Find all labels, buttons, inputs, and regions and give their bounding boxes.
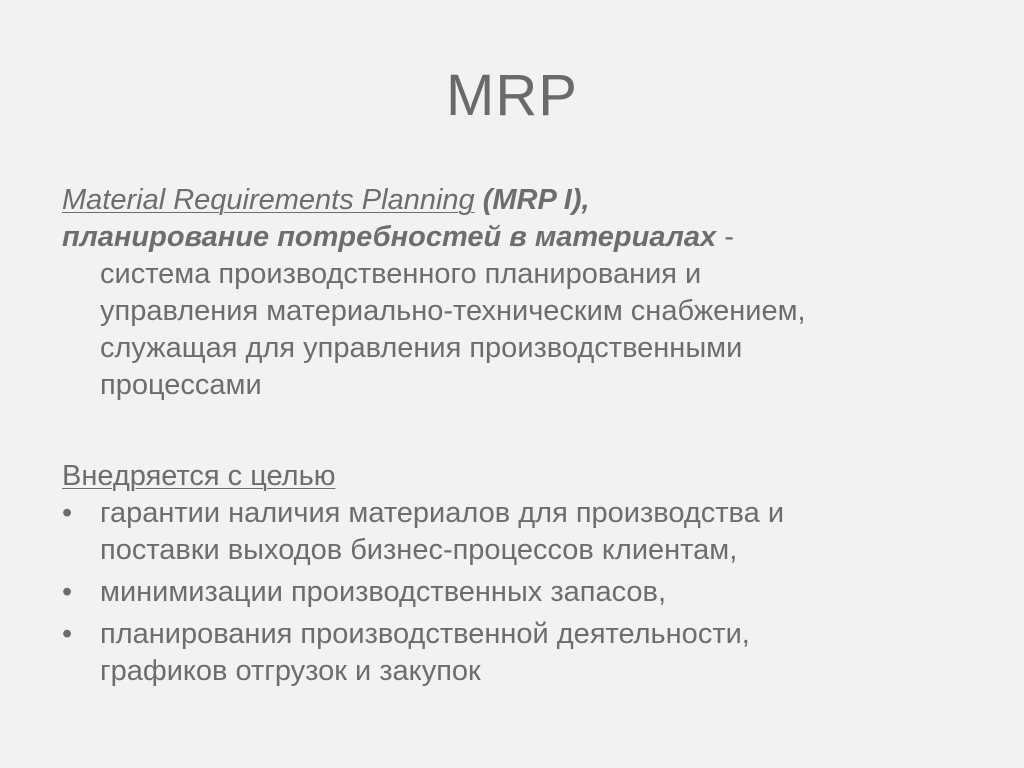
- definition-russian-line: [62, 219, 962, 256]
- bullet-icon: •: [62, 618, 73, 650]
- goal-item: [62, 574, 962, 611]
- goal-item: [62, 616, 962, 690]
- section-gap: [62, 404, 962, 458]
- definition-term-line: [62, 182, 962, 219]
- term-english: Material Requirements Planning: [62, 184, 475, 216]
- definition-dash: -: [716, 221, 734, 253]
- slide-title: MRP: [446, 63, 578, 128]
- definition-line: служащая для управления производственными: [100, 332, 743, 364]
- bullet-icon: •: [62, 497, 73, 529]
- slide-body: [62, 182, 962, 695]
- bullet-icon: •: [62, 576, 73, 608]
- definition-line: процессами: [100, 369, 262, 401]
- goal-line: поставки выходов бизнес-процессов клиентам,: [100, 534, 738, 566]
- goals-block: [62, 458, 962, 690]
- definition-line: система производственного планирования и: [100, 258, 702, 290]
- term-russian: планирование потребностей в материалах: [62, 221, 717, 253]
- definition-block: [62, 182, 962, 404]
- goal-line: минимизации производственных запасов,: [100, 576, 667, 608]
- definition-line: управления материально-техническим снабжением,: [100, 295, 806, 327]
- term-abbreviation: (MRP I),: [482, 184, 590, 216]
- goal-line: гарантии наличия материалов для производства и: [100, 497, 785, 529]
- goal-line: планирования производственной деятельности,: [100, 618, 750, 650]
- goals-heading: Внедряется с целью: [62, 460, 336, 492]
- goal-line: графиков отгрузок и закупок: [100, 655, 481, 687]
- goals-list: [62, 495, 962, 690]
- goal-item: [62, 495, 962, 569]
